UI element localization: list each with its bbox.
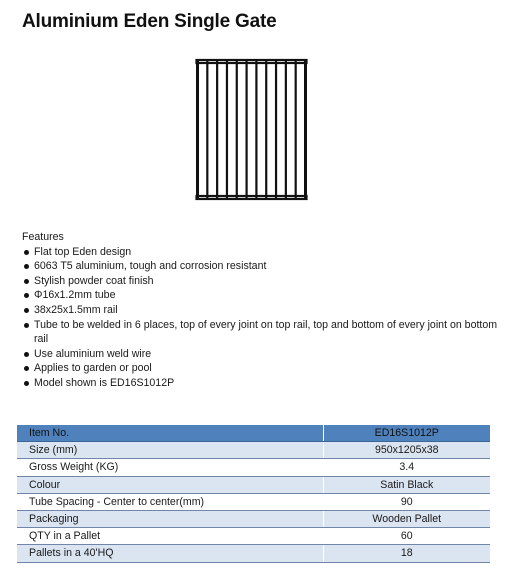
- spec-value: 3.4: [323, 459, 490, 476]
- feature-item: Tube to be welded in 6 places, top of every joint on top rail, top and bottom of every joint on bottom rail: [22, 318, 502, 347]
- spec-value: 90: [323, 493, 490, 510]
- table-row: [17, 459, 490, 476]
- gate-drawing: [195, 58, 308, 201]
- table-row: [17, 510, 490, 527]
- table-row: [17, 528, 490, 545]
- gate-top-rail: [197, 60, 307, 63]
- spec-value: Satin Black: [323, 476, 490, 493]
- spec-label: Tube Spacing - Center to center(mm): [17, 493, 323, 510]
- feature-item: Flat top Eden design: [22, 245, 502, 260]
- gate-bottom-rail: [197, 196, 307, 199]
- spec-table: [17, 425, 490, 563]
- spec-label: Size (mm): [17, 442, 323, 459]
- features-section: [22, 230, 502, 391]
- feature-item: Use aluminium weld wire: [22, 347, 502, 362]
- features-heading: Features: [22, 231, 64, 243]
- spec-value: ED16S1012P: [323, 425, 490, 442]
- table-row: [17, 442, 490, 459]
- spec-label: Gross Weight (KG): [17, 459, 323, 476]
- feature-item: Stylish powder coat finish: [22, 274, 502, 289]
- table-row: [17, 476, 490, 493]
- table-row: [17, 545, 490, 562]
- feature-item: Model shown is ED16S1012P: [22, 376, 502, 391]
- feature-item: Φ16x1.2mm tube: [22, 288, 502, 303]
- page-title: Aluminium Eden Single Gate: [22, 11, 277, 32]
- spec-value: Wooden Pallet: [323, 510, 490, 527]
- spec-value: 950x1205x38: [323, 442, 490, 459]
- gate-frame: [197, 60, 307, 199]
- table-row: [17, 493, 490, 510]
- feature-item: Applies to garden or pool: [22, 361, 502, 376]
- spec-label: Pallets in a 40'HQ: [17, 545, 323, 562]
- spec-label: QTY in a Pallet: [17, 528, 323, 545]
- spec-label: Packaging: [17, 510, 323, 527]
- feature-item: 38x25x1.5mm rail: [22, 303, 502, 318]
- spec-label: Colour: [17, 476, 323, 493]
- spec-value: 18: [323, 545, 490, 562]
- spec-label: Item No.: [17, 425, 323, 442]
- features-list: [22, 245, 502, 391]
- spec-value: 60: [323, 528, 490, 545]
- feature-item: 6063 T5 aluminium, tough and corrosion resistant: [22, 259, 502, 274]
- spec-table-header: [17, 425, 490, 442]
